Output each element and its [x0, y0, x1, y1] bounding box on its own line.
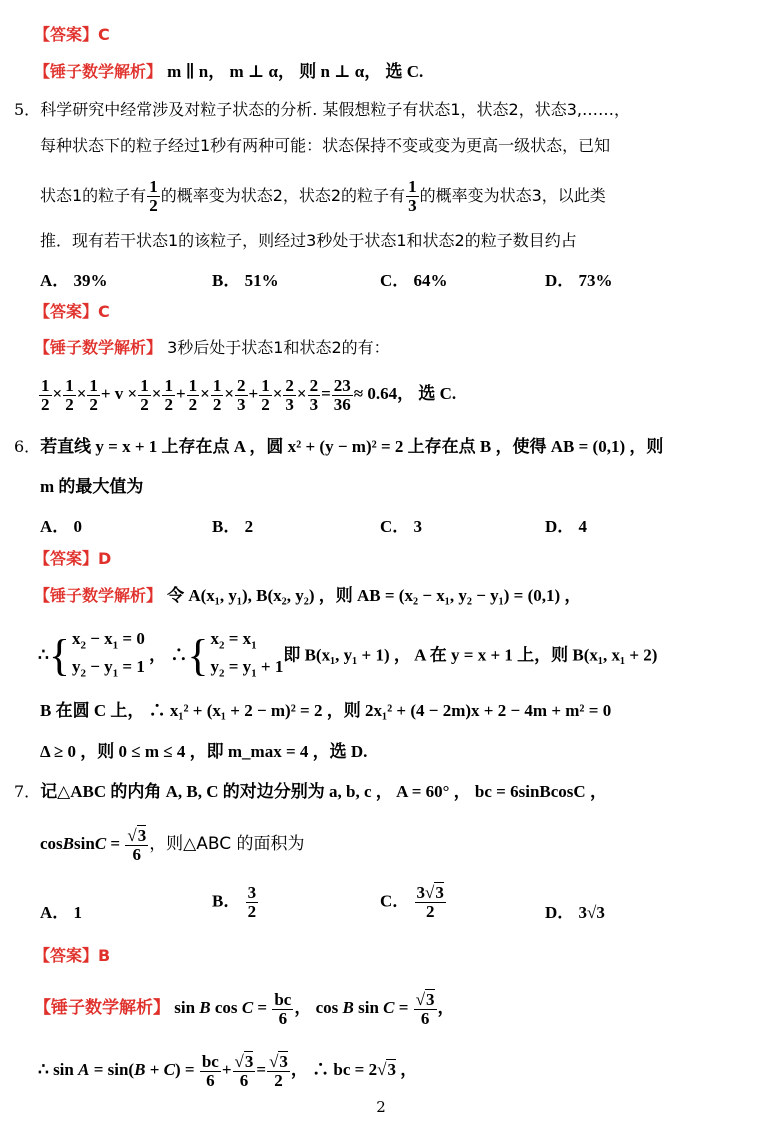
q5-stem-line1: 5．科学研究中经常涉及对粒子状态的分析. 某假想粒子有状态1，状态2，状态3,……，	[14, 100, 630, 119]
q7-stem-line1: 7．记△ABC 的内角 A, B, C 的对边分别为 a, b, c ， A = 60° ， bc = 6sinBcosC ，	[14, 782, 607, 801]
q6-option-c: C． 3	[380, 517, 423, 536]
q7-option-b: B． $\frac{3}{2}$	[212, 883, 257, 921]
q5-option-b: B． 51%	[212, 271, 279, 290]
fraction-one-half: $\frac{1}{2}$	[149, 177, 158, 215]
q5-stem-line2: 每种状态下的粒子经过1秒有两种可能：状态保持不变或变为更高一级状态，已知	[40, 136, 611, 155]
q6-analysis-line4: Δ ≥ 0 ，则 0 ≤ m ≤ 4 ，即 m_max = 4 ，选 D.	[40, 742, 368, 761]
q4-answer: 【答案】C	[34, 25, 110, 44]
q5-option-c: C． 64%	[380, 271, 448, 290]
q4-analysis: 【锤子数学解析】 m ∥ n， m ⊥ α， 则 n ⊥ α， 选 C.	[34, 62, 424, 81]
q5-option-d: D． 73%	[545, 271, 613, 290]
q7-stem-line2: cosBsinC = $\frac{√3}{6}$ ，则△ABC 的面积为	[40, 825, 305, 864]
q6-stem-line1: 6．若直线 y = x + 1 上存在点 A ，圆 x² + (y − m)² = 2 上存在点 B ，使得 AB = (0,1) ，则	[14, 437, 664, 456]
q7-analysis-line1: 【锤子数学解析】 sin B cos C = $\frac{bc}{6}$ ， cos B sin C = $\frac{√3}{6}$ ，	[34, 989, 455, 1028]
q6-analysis-line2: ∴ { $x_2 - x_1 = 0$ $y_2 - y_1 = 1$ ， ∴ { $x_2 = x_1$ $y_2 = y_1 + 1$ 即 B(x₁, y₁ + 1) ， A 在 y = x + 1 上，则 B(x₁, x₁ + 2)	[38, 629, 658, 681]
q6-option-a: A． 0	[40, 517, 83, 536]
q5-analysis-line1: 【锤子数学解析】 3秒后处于状态1和状态2的有：	[34, 338, 390, 357]
q6-stem-line2: m 的最大值为	[40, 477, 144, 496]
q6-answer: 【答案】D	[34, 549, 112, 568]
q5-analysis-line2: $\frac{1}{2}$ × $\frac{1}{2}$ × $\frac{1}{2}$ + v × $\frac{1}{2}$ × $\frac{1}{2}$ + $\frac{1}{2}$ × $\frac{1}{2}$ × $\frac{2}{3}$ + $\frac{1}{2}$ × $\frac{2}{3}$ × $\frac{2}{3}$ = $\frac{23}{36}$ ≈ 0.64， 选 C.	[41, 375, 457, 414]
q6-option-b: B． 2	[212, 517, 254, 536]
q6-option-d: D． 4	[545, 517, 588, 536]
q5-answer: 【答案】C	[34, 302, 110, 321]
page-number: 2	[376, 1098, 386, 1116]
q7-answer: 【答案】B	[34, 946, 111, 965]
q7-option-c: C． $\frac{3√3}{2}$	[380, 883, 444, 921]
q7-option-d: D． 3√3	[545, 903, 605, 922]
q7-analysis-line2: ∴ sin A = sin(B + C) = $\frac{bc}{6}$ + $\frac{√3}{6}$ = $\frac{√3}{2}$ ， ∴ bc = 2√3 ，	[38, 1051, 418, 1090]
q7-option-a: A． 1	[40, 903, 83, 922]
q6-analysis-line1: 【锤子数学解析】 令 A(x₁, y₁), B(x₂, y₂) ，则 AB = (x₂ − x₁, y₂ − y₁) = (0,1) ，	[34, 586, 582, 605]
q6-analysis-line3: B 在圆 C 上， ∴ x₁² + (x₁ + 2 − m)² = 2 ，则 2x₁² + (4 − 2m)x + 2 − 4m + m² = 0	[40, 701, 612, 720]
q5-option-a: A． 39%	[40, 271, 108, 290]
q5-stem-line3: 状态1的粒子有 $\frac{1}{2}$ 的概率变为状态2，状态2的粒子有 $\frac{1}{3}$ 的概率变为状态3，以此类	[40, 177, 606, 215]
fraction-one-third: $\frac{1}{3}$	[408, 177, 417, 215]
q5-stem-line4: 推．现有若干状态1的该粒子，则经过3秒处于状态1和状态2的粒子数目约占	[40, 231, 577, 250]
